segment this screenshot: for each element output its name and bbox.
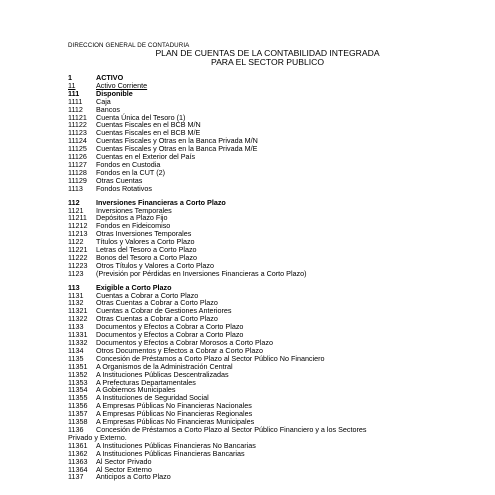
- account-description: Otros Documentos y Efectos a Cobrar a Corto Plazo: [96, 345, 263, 355]
- organization-header: DIRECCION GENERAL DE CONTADURIA: [68, 42, 190, 49]
- account-code: 11128: [68, 167, 87, 177]
- account-code: 11121: [68, 112, 87, 122]
- account-code: 11123: [68, 128, 87, 138]
- account-description: Al Sector Externo: [96, 464, 152, 474]
- account-row: [68, 98, 468, 106]
- account-row: [68, 426, 468, 434]
- account-code: 11212: [68, 221, 88, 231]
- account-description: Depósitos a Plazo Fijo: [96, 213, 168, 223]
- account-description: Otras Cuentas a Cobrar a Corto Plazo: [96, 298, 218, 308]
- document-title-line-2: PARA EL SECTOR PUBLICO: [210, 57, 325, 67]
- account-code: 11354: [68, 385, 88, 395]
- account-code: 113: [68, 282, 80, 292]
- account-description: Inversiones Temporales: [96, 205, 172, 215]
- account-code: 1135: [68, 353, 84, 363]
- account-code: 11331: [68, 330, 88, 340]
- account-description: Otras Cuentas: [96, 175, 143, 185]
- account-description: Letras del Tesoro a Corto Plazo: [96, 245, 197, 255]
- account-description: A Empresas Públicas No Financieras Nacionales: [96, 401, 252, 411]
- account-description: Fondos en la CUT (2): [96, 167, 165, 177]
- account-code: 11129: [68, 175, 87, 185]
- account-row: [68, 185, 468, 193]
- account-code: 11211: [68, 213, 87, 223]
- account-description: Concesión de Préstamos a Corto Plazo al Sector Público No Financiero: [96, 353, 325, 363]
- account-code: 112: [68, 197, 80, 207]
- account-description: Cuentas Fiscales en el BCB M/N: [96, 120, 201, 130]
- account-row: [68, 270, 468, 278]
- account-code: 11322: [68, 314, 88, 324]
- account-description: Cuentas a Cobrar de Gestiones Anteriores: [96, 306, 232, 316]
- account-code: 1: [68, 73, 72, 82]
- account-description: Cuentas a Cobrar a Corto Plazo: [96, 290, 199, 300]
- account-code: 11358: [68, 417, 88, 427]
- account-description: Cuentas Fiscales en el BCB M/E: [96, 128, 201, 138]
- account-code: 1137: [68, 472, 84, 482]
- account-description: Al Sector Privado: [96, 456, 152, 466]
- account-description: A Gobiernos Municipales: [96, 385, 176, 395]
- account-row: [68, 473, 468, 481]
- account-code: 11: [68, 80, 76, 90]
- account-description: A Prefecturas Departamentales: [96, 377, 196, 387]
- account-description: A Empresas Públicas No Financieras Regionales: [96, 409, 253, 419]
- account-code: 11361: [68, 440, 88, 450]
- account-description: Caja: [96, 96, 111, 106]
- account-code: 11352: [68, 369, 88, 379]
- account-description: A Instituciones Públicas Financieras Bancarias: [96, 448, 245, 458]
- account-description: Disponible: [96, 88, 133, 98]
- account-description: Documentos y Efectos a Cobrar Morosos a Corto Plazo: [96, 338, 273, 347]
- account-description: ACTIVO: [96, 73, 124, 82]
- account-code: 11222: [68, 252, 88, 262]
- account-code: 11357: [68, 409, 88, 419]
- account-row: [68, 90, 468, 98]
- account-code: 1123: [68, 268, 84, 278]
- account-description: Cuenta Única del Tesoro (1): [96, 112, 186, 122]
- account-description: Anticipos a Corto Plazo: [96, 472, 171, 482]
- account-code: 11355: [68, 393, 88, 403]
- account-code: 11124: [68, 136, 87, 146]
- account-code: 11363: [68, 456, 88, 466]
- account-description: (Previsión por Pérdidas en Inversiones Financieras a Corto Plazo): [96, 268, 307, 278]
- account-code: 1111: [68, 96, 83, 106]
- account-description: Bancos: [96, 104, 120, 114]
- account-code: 11126: [68, 152, 87, 162]
- account-description: Activo Corriente: [96, 80, 148, 90]
- account-code: 1133: [68, 322, 84, 332]
- account-description: Inversiones Financieras a Corto Plazo: [96, 197, 226, 207]
- account-description: Títulos y Valores a Corto Plazo: [96, 237, 195, 247]
- document-title-line-1: PLAN DE CUENTAS DE LA CONTABILIDAD INTEGRADA: [155, 48, 380, 58]
- account-description: Fondos en Fideicomiso: [96, 221, 171, 231]
- account-code: 1122: [68, 237, 84, 247]
- account-code: 11122: [68, 120, 87, 130]
- account-code: 11321: [68, 306, 88, 316]
- account-code: 11213: [68, 229, 88, 239]
- account-code: 11351: [68, 361, 88, 371]
- account-code: 11221: [68, 245, 88, 255]
- account-description: A Organismos de la Administración Central: [96, 361, 233, 371]
- account-code: 1132: [68, 298, 84, 308]
- account-description: Documentos y Efectos a Cobrar a Corto Plazo: [96, 330, 244, 340]
- account-code: 11223: [68, 260, 88, 270]
- account-code: 11362: [68, 448, 88, 458]
- account-code: 1136: [68, 424, 84, 434]
- account-code: 11356: [68, 401, 88, 411]
- account-description: Cuentas Fiscales y Otras en la Banca Privada M/N: [96, 136, 258, 146]
- account-description: Concesión de Préstamos a Corto Plazo al Sector Público Financiero y a los Sectores: [96, 424, 367, 434]
- account-description-continuation: Privado y Externo.: [68, 432, 127, 442]
- account-code: 11125: [68, 144, 87, 154]
- account-code: 1113: [68, 183, 83, 193]
- account-description: Documentos y Efectos a Cobrar a Corto Plazo: [96, 322, 244, 332]
- account-description: A Instituciones de Seguridad Social: [96, 393, 209, 403]
- account-code: 111: [68, 88, 80, 98]
- account-description: Exigible a Corto Plazo: [96, 282, 172, 292]
- account-code: 1112: [68, 104, 83, 114]
- account-description: A Empresas Públicas No Financieras Municipales: [96, 417, 255, 427]
- account-description: Fondos en Custodia: [96, 159, 161, 169]
- account-code: 1131: [68, 290, 84, 300]
- account-description: Fondos Rotativos: [96, 183, 152, 193]
- account-code: 11332: [68, 338, 88, 347]
- account-description: Cuentas en el Exterior del País: [96, 152, 196, 162]
- account-description: Otros Títulos y Valores a Corto Plazo: [96, 260, 214, 270]
- account-code: 1121: [68, 205, 84, 215]
- account-code: 11353: [68, 377, 88, 387]
- account-code: 11364: [68, 464, 88, 474]
- account-list: [68, 74, 468, 481]
- account-code: 11127: [68, 159, 87, 169]
- account-description: Otras Cuentas a Cobrar a Corto Plazo: [96, 314, 218, 324]
- account-description: Cuentas Fiscales y Otras en la Banca Privada M/E: [96, 144, 258, 154]
- account-description: A Instituciones Públicas Descentralizadas: [96, 369, 229, 379]
- account-code: 1134: [68, 345, 84, 355]
- account-description: A Instituciones Públicas Financieras No Bancarias: [96, 440, 256, 450]
- account-description: Bonos del Tesoro a Corto Plazo: [96, 252, 197, 262]
- account-description: Otras Inversiones Temporales: [96, 229, 192, 239]
